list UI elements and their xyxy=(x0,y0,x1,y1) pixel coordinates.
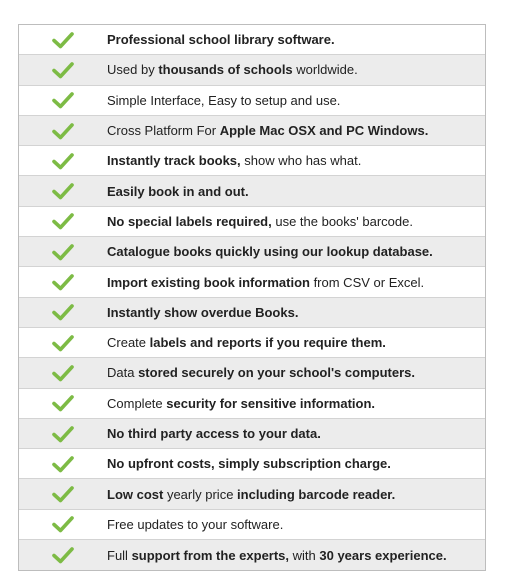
checkmark-icon xyxy=(19,122,107,140)
feature-text-bold: 30 years experience. xyxy=(319,547,447,563)
feature-text-bold: No third party access to your data. xyxy=(107,426,321,441)
feature-row xyxy=(19,25,485,55)
feature-text xyxy=(107,62,358,77)
checkmark-icon xyxy=(19,334,107,352)
feature-text-regular: Create xyxy=(107,335,150,351)
feature-row xyxy=(19,419,485,449)
feature-row xyxy=(19,86,485,116)
checkmark-icon xyxy=(19,546,107,564)
feature-text-bold: stored securely on your school's computers. xyxy=(138,365,415,381)
feature-text-regular: worldwide. xyxy=(292,62,358,78)
checkmark-icon xyxy=(19,61,107,79)
feature-text-bold: Low cost xyxy=(107,486,164,502)
feature-text xyxy=(107,548,447,563)
feature-text-regular: yearly price xyxy=(163,486,238,502)
feature-row xyxy=(19,146,485,176)
feature-text-bold: No upfront costs, simply subscription charge. xyxy=(107,456,391,472)
feature-row xyxy=(19,298,485,328)
feature-text xyxy=(107,32,335,47)
feature-text-regular: Data xyxy=(107,365,139,381)
feature-text xyxy=(107,426,321,441)
feature-text-regular: use the books' barcode. xyxy=(271,213,413,229)
checkmark-icon xyxy=(19,455,107,473)
feature-text-regular: from CSV or Excel. xyxy=(309,274,425,290)
feature-row xyxy=(19,116,485,146)
feature-row xyxy=(19,510,485,540)
checkmark-icon xyxy=(19,182,107,200)
feature-text xyxy=(107,275,424,290)
feature-text-regular: with xyxy=(289,547,320,563)
checkmark-icon xyxy=(19,152,107,170)
feature-text-bold: Import existing book information xyxy=(107,274,310,290)
feature-row xyxy=(19,358,485,388)
feature-text-bold: thousands of schools xyxy=(158,62,293,78)
feature-text xyxy=(107,123,428,138)
feature-row xyxy=(19,479,485,509)
feature-text xyxy=(107,305,298,320)
checkmark-icon xyxy=(19,515,107,533)
feature-text-bold: Instantly track books, xyxy=(107,153,241,169)
feature-text-bold: including barcode reader. xyxy=(237,486,396,502)
feature-text xyxy=(107,456,391,471)
feature-text xyxy=(107,365,415,380)
feature-text-bold: security for sensitive information. xyxy=(166,395,376,411)
checkmark-icon xyxy=(19,394,107,412)
feature-text xyxy=(107,153,361,168)
checkmark-icon xyxy=(19,243,107,261)
feature-text-regular: Cross Platform For xyxy=(107,123,220,139)
feature-list xyxy=(18,24,486,571)
checkmark-icon xyxy=(19,273,107,291)
feature-row xyxy=(19,449,485,479)
feature-row xyxy=(19,237,485,267)
feature-text-bold: Apple Mac OSX and PC Windows. xyxy=(219,123,429,139)
feature-text xyxy=(107,93,340,108)
feature-text-bold: support from the experts, xyxy=(131,547,290,563)
feature-text-regular: Used by xyxy=(107,62,159,78)
feature-text-bold: Catalogue books quickly using our lookup database. xyxy=(107,244,433,260)
feature-text-regular: show who has what. xyxy=(240,153,362,169)
feature-row xyxy=(19,389,485,419)
checkmark-icon xyxy=(19,31,107,49)
feature-text-regular: Free updates to your software. xyxy=(107,516,284,532)
feature-text xyxy=(107,517,283,532)
feature-row xyxy=(19,267,485,297)
feature-row xyxy=(19,328,485,358)
feature-text xyxy=(107,396,375,411)
feature-text-bold: No special labels required, xyxy=(107,213,272,229)
feature-text-bold: labels and reports if you require them. xyxy=(149,335,386,351)
feature-text xyxy=(107,335,386,350)
feature-text-regular: Full xyxy=(107,547,132,563)
feature-text-bold: Instantly show overdue Books. xyxy=(107,304,299,320)
feature-row xyxy=(19,207,485,237)
feature-row xyxy=(19,176,485,206)
feature-text xyxy=(107,214,413,229)
feature-text xyxy=(107,487,395,502)
feature-text-bold: Professional school library software. xyxy=(107,32,335,48)
feature-row xyxy=(19,55,485,85)
checkmark-icon xyxy=(19,425,107,443)
feature-row xyxy=(19,540,485,570)
feature-text xyxy=(107,244,433,259)
feature-text xyxy=(107,184,249,199)
checkmark-icon xyxy=(19,212,107,230)
checkmark-icon xyxy=(19,303,107,321)
feature-text-bold: Easily book in and out. xyxy=(107,183,249,199)
feature-text-regular: Simple Interface, Easy to setup and use. xyxy=(107,92,341,108)
feature-text-regular: Complete xyxy=(107,395,167,411)
checkmark-icon xyxy=(19,91,107,109)
checkmark-icon xyxy=(19,485,107,503)
checkmark-icon xyxy=(19,364,107,382)
